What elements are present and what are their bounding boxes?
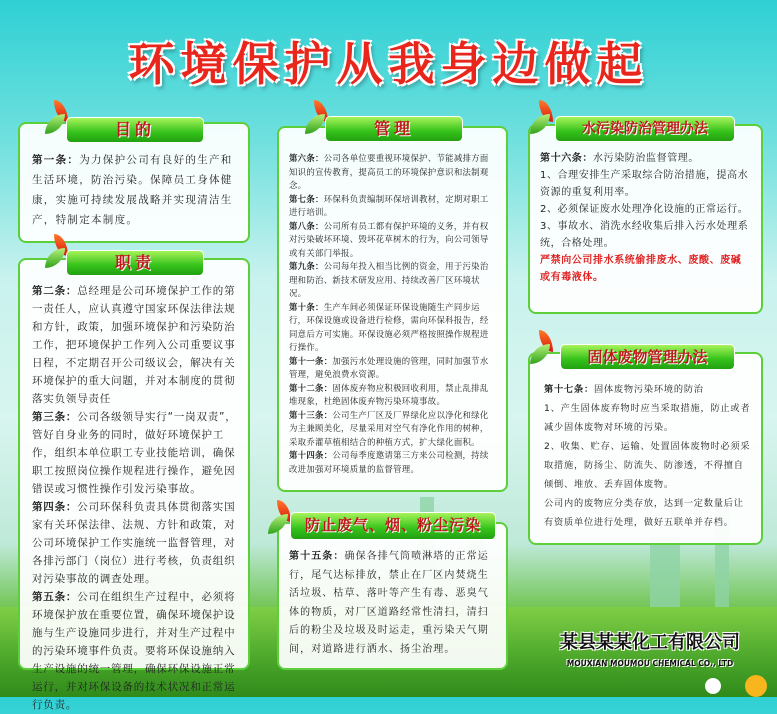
article-1: 第一条：为力保护公司有良好的生产和生活环境，防治污染。保障员工身体健康，实施可持续发展战略并实现清洁生产，特制定本制度。: [32, 154, 233, 226]
article-8: 第八条：公司所有员工都有保护环境的义务，并有权对污染破坏环境、毁坏花草树木的行为，向公司领导或有关部门举报。: [289, 220, 489, 258]
solid-point-2: 2、收集、贮存、运输、处置固体废物时必须采取措施，防扬尘、防流失、防渗透，不得擅自倾倒、堆放、丢弃固体废物。: [544, 441, 751, 490]
management-panel: [277, 126, 508, 492]
article-16: 第十六条：水污染防治监督管理。: [540, 153, 699, 164]
article-6: 第六条：公司各单位要重视环境保护、节能减排方面知识的宣传教育，提高员工的环境保护意识和法制观念。: [289, 153, 489, 190]
flower-decoration: [745, 675, 767, 697]
water-warning: 严禁向公司排水系统偷排废水、废酸、废碱或有毒液体。: [540, 255, 742, 283]
solid-waste-heading: 固体废物管理办法: [560, 344, 735, 370]
article-17: 第十七条：固体废物污染环境的防治: [544, 384, 704, 395]
article-14: 第十四条：公司每季度邀请第三方来公司检测，持续改进加强对环境质量的监督管理。: [289, 450, 489, 474]
company-name-en: MOUXIAN MOUMOU CHEMICAL CO., LTD: [566, 659, 734, 668]
company-name: 某县某某化工有限公司: [560, 632, 740, 653]
article-9: 第九条：公司每年投入相当比例的资金，用于污染治理和防治、新技术研发应用、持续改善厂区环境状况。: [289, 261, 489, 298]
water-point-3: 3、事故水、消洗水经收集后排入污水处理系统，合格处理。: [540, 221, 749, 249]
leaf-icon: [530, 330, 556, 364]
purpose-heading: 目的: [66, 117, 204, 143]
management-heading: 管理: [325, 116, 463, 142]
article-3: 第三条：公司各级领导实行“一岗双责”，管好自身业务的同时，做好环境保护工作，组织本单位职工专业技能培训，确保职工按照岗位操作规程进行操作，避免因错误或习惯性操作引发污染事故。: [32, 411, 237, 495]
solid-point-1: 1、产生固体废弃物时应当采取措施，防止或者减少固体废物对环境的污染。: [544, 403, 751, 433]
article-10: 第十条：生产车间必须保证环保设施随生产同步运行，环保设施或设备进行检修，需向环保科报告，经同意后方可实施。环保设施必须严格按照操作规程进行操作。: [289, 301, 489, 352]
article-11: 第十一条：加强污水处理设施的管理，同时加强节水管理，避免浪费水资源。: [289, 355, 489, 379]
article-5: 第五条：公司在组织生产过程中，必须将环境保护放在重要位置，确保环境保护设施与生产设施同步进行，并对生产过程中的污染环境事件负责。要将环保设施纳入生产设施的统一管理，确保环保设施正常运行，并对环保设备的技术状况和正常运行负责。: [32, 591, 236, 711]
solid-waste-panel: [528, 352, 763, 545]
air-pollution-heading: 防止废气、烟、粉尘污染: [290, 512, 496, 540]
article-12: 第十二条：固体废弃物应积极回收利用，禁止乱排乱堆现象，杜绝固体废弃物污染环境事故。: [289, 382, 489, 406]
water-point-2: 2、必须保证废水处理净化设施的正常运行。: [540, 204, 749, 215]
article-7: 第七条：环保科负责编制环保培训教材，定期对职工进行培训。: [289, 193, 489, 217]
water-pollution-panel: [528, 124, 763, 314]
article-4: 第四条：公司环保科负责具体贯彻落实国家有关环保法律、法规、方针和政策，对公司环境保护工作实施统一监督管理，对各排污部门（岗位）进行考核，负责组织对污染事故的调查处理。: [32, 501, 236, 585]
solid-point-3: 公司内的废物应分类存放，达到一定数量后让有资质单位进行处理，做好五联单并存档。: [544, 498, 744, 528]
chimney: [650, 537, 680, 607]
duties-heading: 职责: [66, 250, 204, 276]
article-15: 第十五条：确保各排气筒喷淋塔的正常运行，尾气达标排放，禁止在厂区内焚烧生活垃圾、枯草、落叶等产生有毒、恶臭气体的物质，对厂区道路经常性清扫，清扫后的粉尘及垃圾及时运走，重污染天气期间，对道路进行洒水、扬尘治理。: [289, 551, 489, 655]
poster-title: 环境保护从我身边做起: [128, 37, 649, 91]
duties-panel: [18, 258, 250, 711]
water-pollution-heading: 水污染防治管理办法: [555, 116, 735, 142]
article-2: 第二条：总经理是公司环境保护工作的第一责任人，应认真遵守国家环保法律法规和方针，政策，加强环境保护和污染防治工作，把环境保护工作列入公司重要议事日程，不定期召开公司级议会，解决有关环境保护的重大问题，并对本制度的贯彻落实负领导责任: [32, 285, 236, 405]
article-13: 第十三条：公司生产厂区及厂界绿化应以净化和绿化为主兼顾美化，尽量采用对空气有净化作用的树种，采取乔灌草植相结合的种植方式，扩大绿化面积。: [289, 409, 489, 447]
leaf-icon: [530, 100, 556, 134]
water-point-1: 1、合理安排生产采取综合防治措施，提高水资源的重复利用率。: [540, 170, 749, 198]
air-pollution-panel: [277, 522, 508, 670]
flower-decoration: [705, 678, 721, 694]
